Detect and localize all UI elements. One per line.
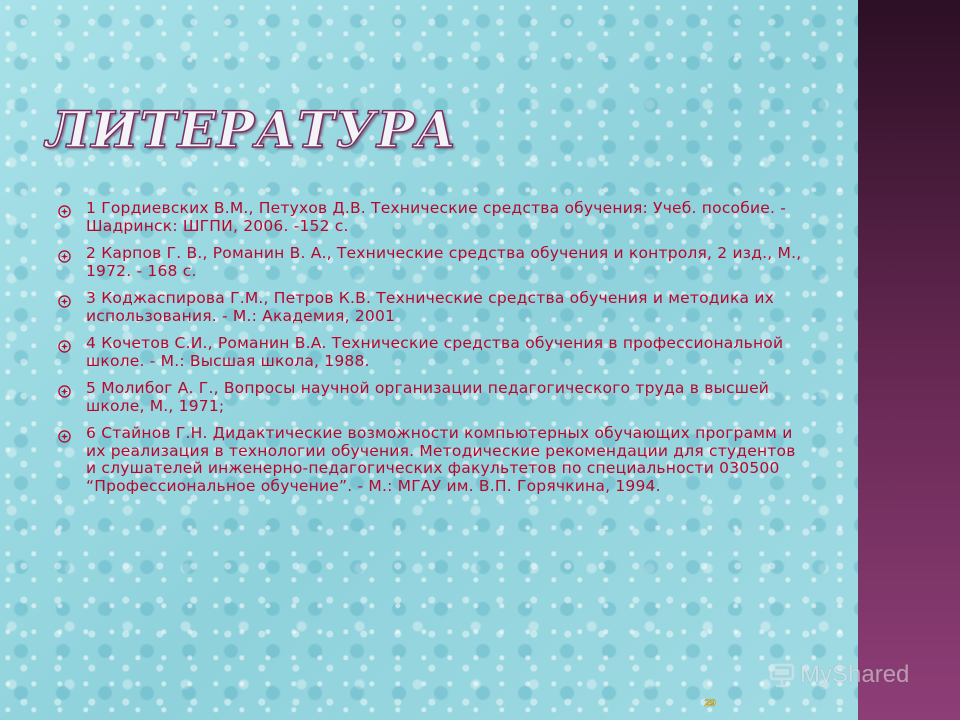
circle-star-bullet-icon [58, 205, 71, 218]
circle-star-bullet-icon [58, 340, 71, 353]
list-item [58, 290, 808, 325]
list-item [58, 335, 808, 370]
side-band [858, 0, 960, 720]
circle-star-bullet-icon [58, 250, 71, 263]
slide-title: ЛИТЕРАТУРА [46, 100, 458, 159]
circle-star-bullet-icon [58, 430, 71, 443]
reference-text: 4 Кочетов С.И., Романин В.А. Технические средства обучения в профессиональной школе. - М.: Высшая школа, 1988. [86, 334, 784, 370]
page-number: 29 [704, 698, 716, 709]
watermark-logo [768, 660, 928, 690]
reference-text: 5 Молибог А. Г., Вопросы научной организации педагогического труда в высшей школе, М., 1971; [86, 379, 770, 415]
reference-text: 6 Стайнов Г.Н. Дидактические возможности компьютерных обучающих программ и их реализация в технологии обучения. Методические рекомендации для студентов и слушателей инженерно-педагогических факультетов по специальности 030500 “Профессиональное обучение”. - М.: МГАУ им. В.П. Горячкина, 1994. [86, 424, 796, 495]
circle-star-bullet-icon [58, 295, 71, 308]
watermark-text: MyShared [800, 661, 910, 688]
reference-list [58, 200, 808, 505]
circle-star-bullet-icon [58, 385, 71, 398]
reference-text: 3 Коджаспирова Г.М., Петров К.В. Технические средства обучения и методика их использования. - М.: Академия, 2001 [86, 289, 774, 325]
list-item [58, 245, 808, 280]
presentation-board-icon [768, 662, 796, 688]
reference-text: 2 Карпов Г. В., Романин В. А., Технические средства обучения и контроля, 2 изд., М., 1972. - 168 с. [86, 244, 802, 280]
reference-text: 1 Гордиевских В.М., Петухов Д.В. Технические средства обучения: Учеб. пособие. - Шадринск: ШГПИ, 2006. -152 с. [86, 199, 787, 235]
list-item [58, 200, 808, 235]
list-item [58, 425, 808, 495]
list-item [58, 380, 808, 415]
